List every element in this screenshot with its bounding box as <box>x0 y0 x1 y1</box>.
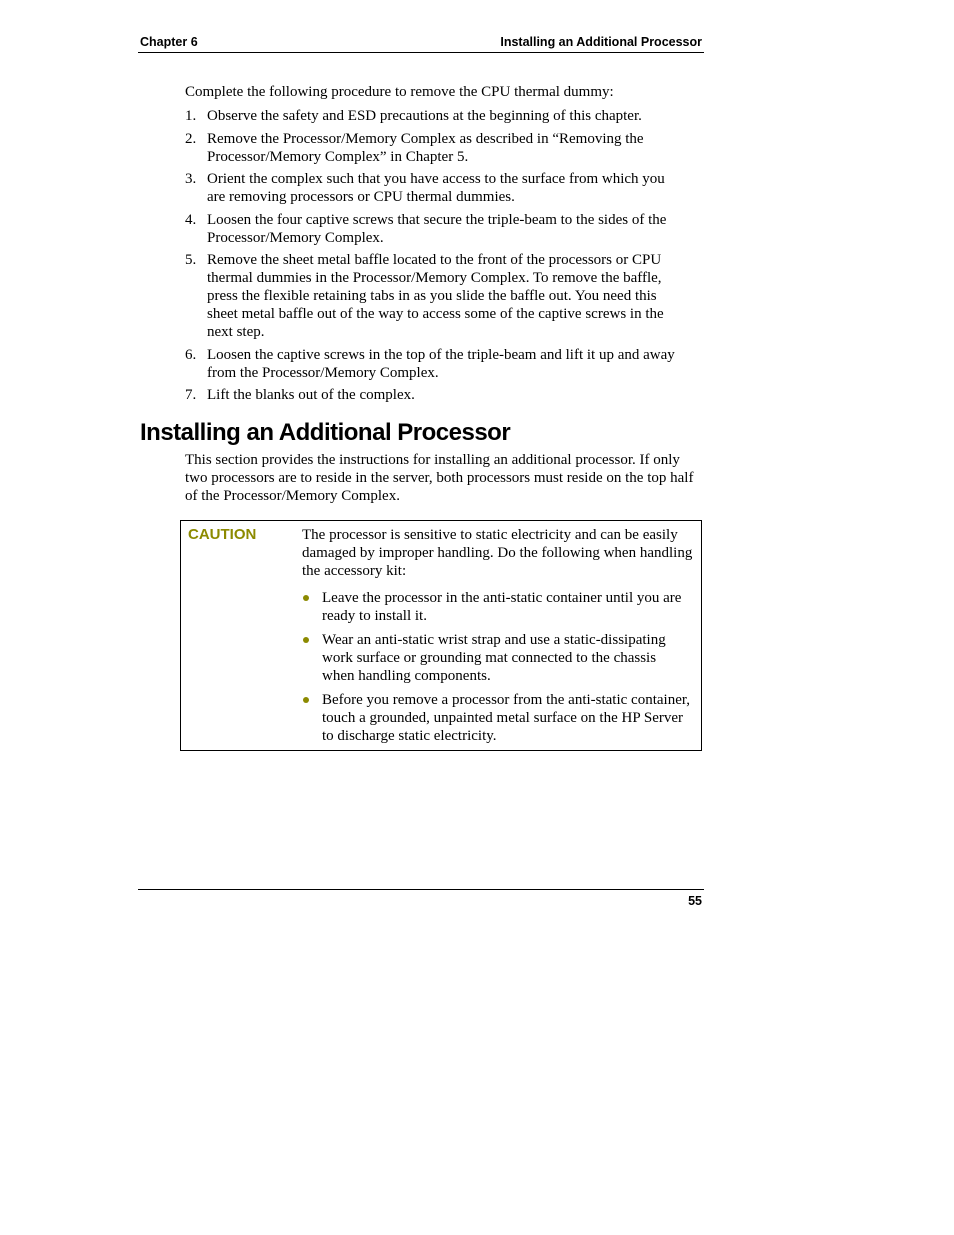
step-number: 6. <box>185 346 197 363</box>
step-text: Loosen the captive screws in the top of the triple-beam and lift it up and away from the Processor/Memory Complex. <box>207 346 675 381</box>
bullet-icon <box>303 637 309 643</box>
bullet-icon <box>303 595 309 601</box>
bullet-text: Leave the processor in the anti-static container until you are ready to install it. <box>322 590 682 624</box>
page-header <box>138 33 704 53</box>
list-item <box>185 346 680 382</box>
caution-text: The processor is sensitive to static electricity and can be easily damaged by improper handling. Do the following when handling the accessory kit: <box>302 527 693 579</box>
list-item <box>302 631 692 685</box>
caution-bullet-list <box>302 589 692 751</box>
procedure-steps <box>185 107 680 409</box>
intro-paragraph: Complete the following procedure to remove the CPU thermal dummy: <box>185 84 614 100</box>
list-item <box>185 386 680 404</box>
page-footer <box>138 889 704 908</box>
list-item <box>302 589 692 625</box>
step-number: 1. <box>185 108 197 124</box>
step-number: 5. <box>185 252 197 268</box>
step-number: 3. <box>185 171 197 187</box>
step-text: Remove the Processor/Memory Complex as described in “Removing the Processor/Memory Complex” in Chapter 5. <box>207 130 644 165</box>
step-text: Orient the complex such that you have access to the surface from which you are removing processors or CPU thermal dummies. <box>207 171 665 205</box>
section-paragraph: This section provides the instructions for installing an additional processor. If only two processors are to reside in the server, both processors must reside on the top half of the Processor/Memory Complex. <box>185 452 694 504</box>
section-heading: Installing an Additional Processor <box>140 419 511 446</box>
caution-box <box>180 520 702 751</box>
step-number: 7. <box>185 387 197 403</box>
list-item <box>302 691 692 745</box>
step-text: Loosen the four captive screws that secure the triple-beam to the sides of the Processor/Memory Complex. <box>207 211 667 246</box>
chapter-label: Chapter 6 <box>140 35 198 49</box>
step-text: Lift the blanks out of the complex. <box>207 387 415 403</box>
running-title: Installing an Additional Processor <box>500 35 702 49</box>
step-text: Remove the sheet metal baffle located to the front of the processors or CPU thermal dummies in the Processor/Memory Complex. To remove the baffle, press the flexible retaining tabs in as you slide the baffle out. You need this sheet metal baffle out of the way to access some of the captive screws in the next step. <box>207 252 664 340</box>
bullet-text: Wear an anti-static wrist strap and use a static-dissipating work surface or grounding mat connected to the chassis when handling components. <box>322 632 666 684</box>
step-text: Observe the safety and ESD precautions at the beginning of this chapter. <box>207 108 642 124</box>
bullet-text: Before you remove a processor from the anti-static container, touch a grounded, unpainted metal surface on the HP Server to discharge static electricity. <box>322 692 691 744</box>
step-number: 4. <box>185 211 197 228</box>
step-number: 2. <box>185 130 197 147</box>
bullet-icon <box>303 697 309 703</box>
page-number: 55 <box>688 894 702 908</box>
list-item <box>185 211 680 247</box>
caution-label: CAUTION <box>188 526 257 543</box>
list-item <box>185 251 680 341</box>
list-item <box>185 130 680 166</box>
list-item <box>185 107 680 125</box>
list-item <box>185 170 680 206</box>
